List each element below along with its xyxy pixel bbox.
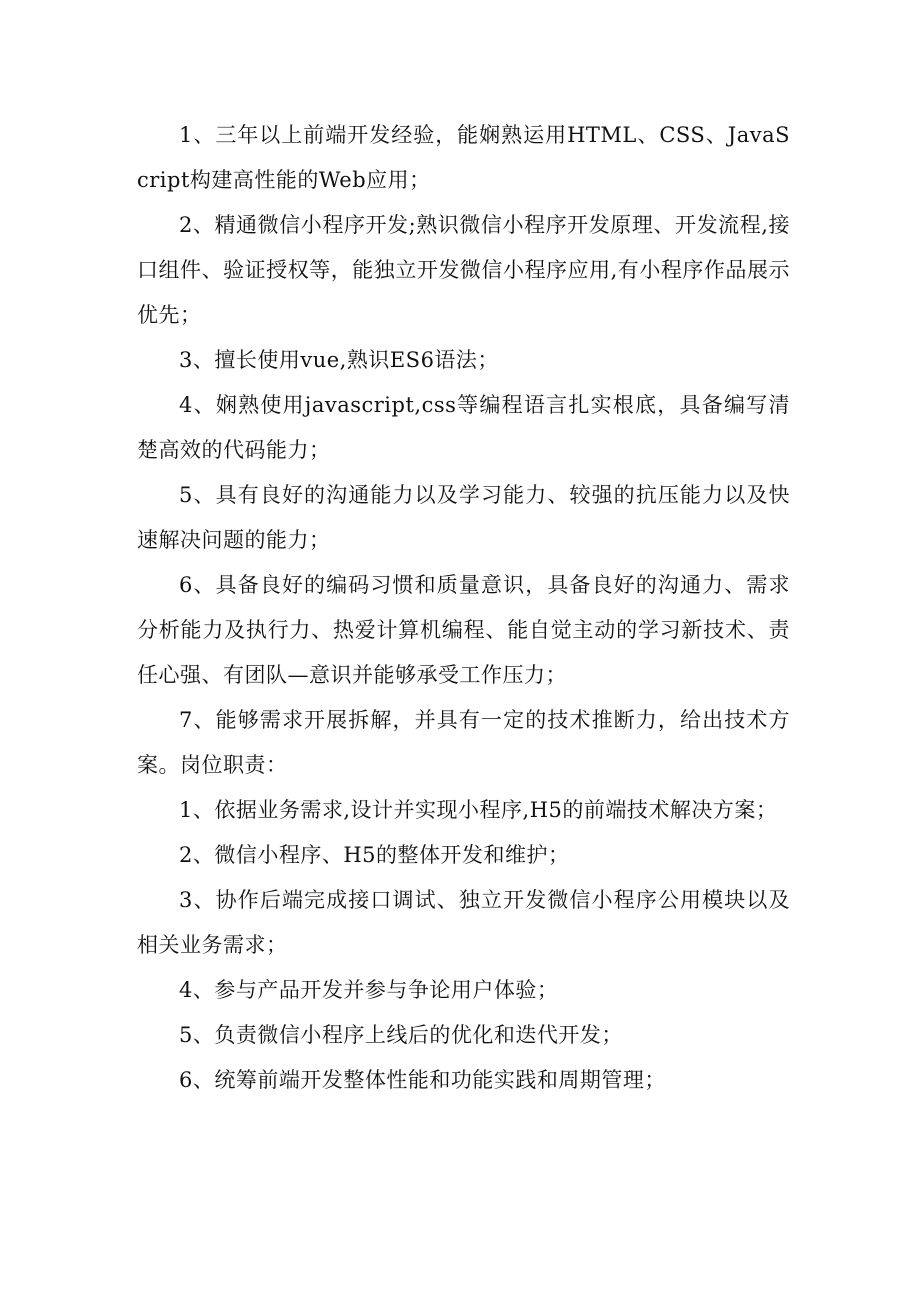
paragraph-requirement-4: 4、娴熟使用javascript,css等编程语言扎实根底，具备编写清楚高效的代码能力； (137, 393, 790, 462)
paragraph-requirement-7: 7、能够需求开展拆解，并具有一定的技术推断力，给出技术方案。岗位职责： (137, 708, 790, 777)
paragraph-requirement-6: 6、具备良好的编码习惯和质量意识，具备良好的沟通力、需求分析能力及执行力、热爱计算机编程、能自觉主动的学习新技术、责任心强、有团队—意识并能够承受工作压力； (137, 573, 790, 687)
paragraph-duty-6: 6、统筹前端开发整体性能和功能实践和周期管理； (179, 1068, 666, 1092)
paragraph-duty-1: 1、依据业务需求,设计并实现小程序,H5的前端技术解决方案； (179, 798, 778, 822)
paragraph-duty-2: 2、微信小程序、H5的整体开发和维护； (179, 843, 570, 867)
document-body (137, 113, 790, 1103)
paragraph-duty-4: 4、参与产品开发并参与争论用户体验； (179, 978, 559, 1002)
paragraph-requirement-3: 3、擅长使用vue,熟识ES6语法； (179, 348, 499, 372)
paragraph-requirement-1: 1、三年以上前端开发经验，能娴熟运用HTML、CSS、JavaScript构建高性能的Web应用； (137, 123, 790, 192)
paragraph-requirement-2: 2、精通微信小程序开发;熟识微信小程序开发原理、开发流程,接口组件、验证授权等，能独立开发微信小程序应用,有小程序作品展示优先； (137, 213, 790, 327)
paragraph-requirement-5: 5、具有良好的沟通能力以及学习能力、较强的抗压能力以及快速解决问题的能力； (137, 483, 790, 552)
paragraph-duty-3: 3、协作后端完成接口调试、独立开发微信小程序公用模块以及相关业务需求； (137, 888, 790, 957)
paragraph-duty-5: 5、负责微信小程序上线后的优化和迭代开发； (179, 1023, 623, 1047)
